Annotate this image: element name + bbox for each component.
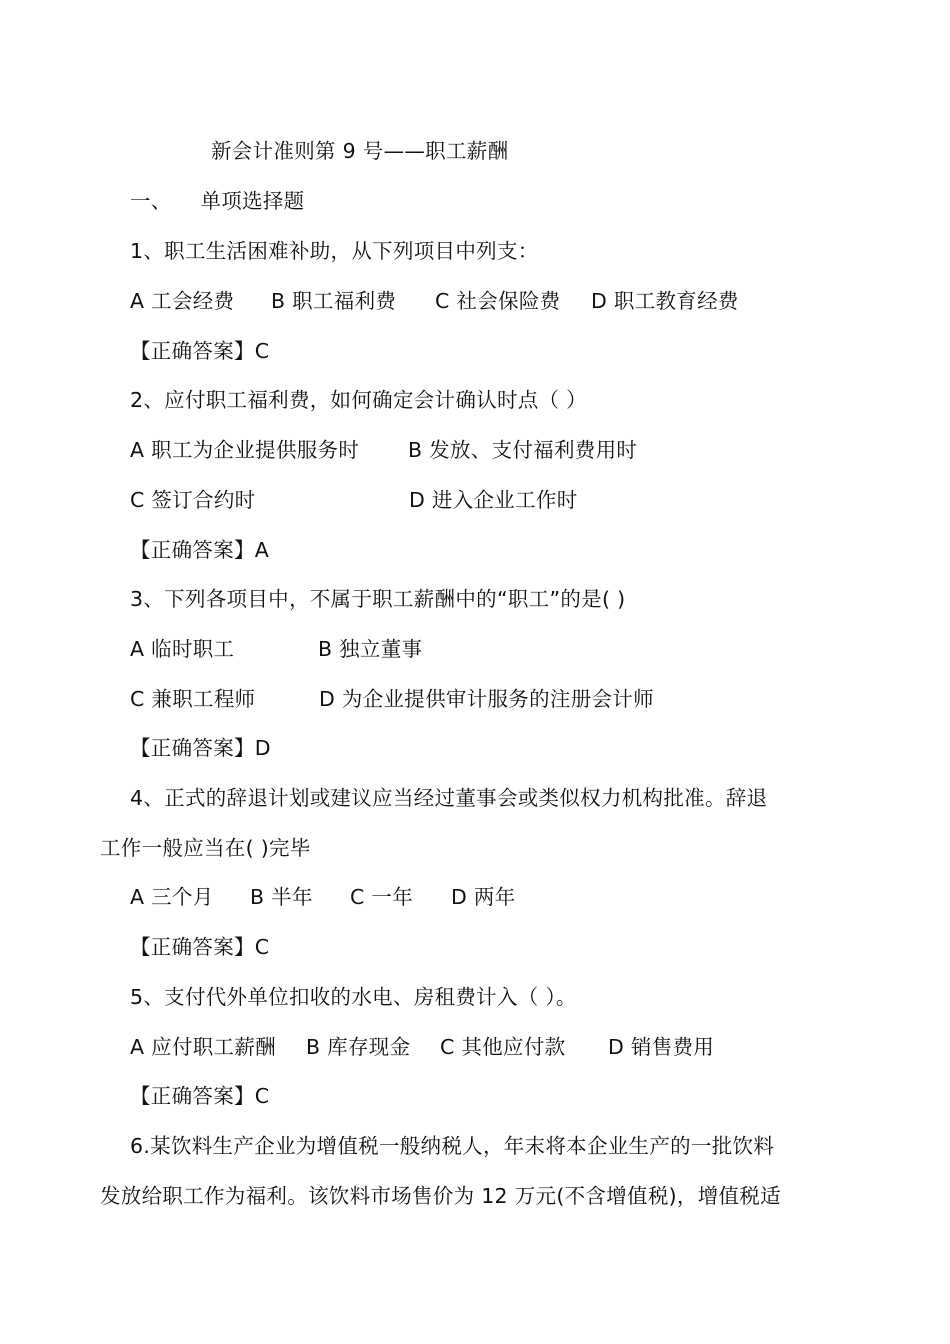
question-2-option-a: A 职工为企业提供服务时	[130, 438, 360, 462]
question-2-options-row-2	[130, 485, 830, 515]
question-6-stem-line-2: 发放给职工作为福利。该饮料市场售价为 12 万元(不含增值税)，增值税适	[100, 1184, 781, 1208]
question-5-stem: 5、支付代外单位扣收的水电、房租费计入（ ）。	[130, 985, 577, 1009]
question-1-option-d: D 职工教育经费	[591, 289, 739, 313]
question-3-stem: 3、下列各项目中，不属于职工薪酬中的“职工”的是( )	[130, 587, 626, 611]
question-2-option-c: C 签订合约时	[130, 488, 256, 512]
page-title: 新会计准则第 9 号——职工薪酬	[211, 139, 509, 163]
question-3-option-b: B 独立董事	[318, 637, 423, 661]
section-label: 单项选择题	[200, 189, 305, 213]
question-2-option-d: D 进入企业工作时	[409, 488, 578, 512]
question-1-option-a: A 工会经费	[130, 289, 235, 313]
question-3-options-row-1	[130, 634, 830, 664]
question-1-answer: 【正确答案】C	[130, 339, 270, 363]
question-4-option-d: D 两年	[451, 885, 516, 909]
question-2-option-b: B 发放、支付福利费用时	[408, 438, 638, 462]
question-5-option-b: B 库存现金	[306, 1035, 411, 1059]
question-1-option-b: B 职工福利费	[271, 289, 397, 313]
question-2-answer: 【正确答案】A	[130, 538, 270, 562]
question-4-option-a: A 三个月	[130, 885, 214, 909]
question-4-answer: 【正确答案】C	[130, 935, 270, 959]
question-4-option-c: C 一年	[350, 885, 414, 909]
question-5-option-d: D 销售费用	[608, 1035, 715, 1059]
question-5-options	[130, 1032, 830, 1062]
question-1-option-c: C 社会保险费	[435, 289, 561, 313]
question-3-options-row-2	[130, 684, 830, 714]
question-5-answer: 【正确答案】C	[130, 1084, 270, 1108]
question-3-option-a: A 临时职工	[130, 637, 235, 661]
question-6-stem-line-1: 6.某饮料生产企业为增值税一般纳税人，年末将本企业生产的一批饮料	[130, 1134, 775, 1158]
question-2-options-row-1	[130, 435, 830, 465]
question-3-option-d: D 为企业提供审计服务的注册会计师	[319, 687, 654, 711]
question-4-option-b: B 半年	[250, 885, 313, 909]
question-5-option-a: A 应付职工薪酬	[130, 1035, 276, 1059]
question-5-option-c: C 其他应付款	[440, 1035, 566, 1059]
question-4-stem-line-1: 4、正式的辞退计划或建议应当经过董事会或类似权力机构批准。辞退	[130, 786, 768, 810]
section-number: 一、	[130, 189, 172, 213]
question-3-answer: 【正确答案】D	[130, 736, 271, 760]
question-4-stem-line-2: 工作一般应当在( )完毕	[100, 836, 311, 860]
question-2-stem: 2、应付职工福利费，如何确定会计确认时点（ ）	[130, 388, 587, 412]
question-3-option-c: C 兼职工程师	[130, 687, 256, 711]
question-1-stem: 1、职工生活困难补助，从下列项目中列支：	[130, 239, 539, 263]
question-1-options	[130, 286, 830, 316]
section-heading	[130, 186, 304, 216]
question-4-options	[130, 882, 830, 912]
